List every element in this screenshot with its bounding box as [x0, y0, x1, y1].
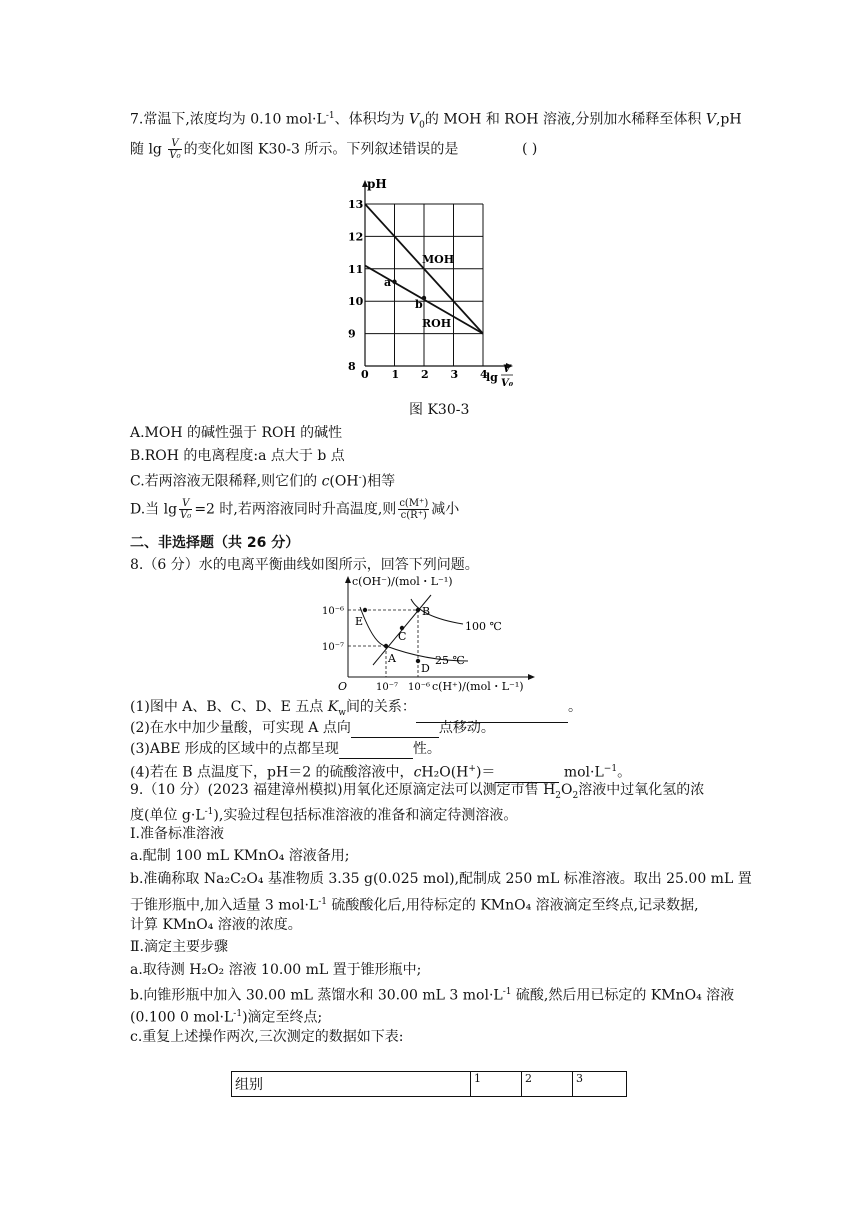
chart-axes — [362, 180, 513, 369]
water-y-axis-label: c(OH⁻)/(mol・L⁻¹) — [352, 575, 453, 588]
tick-label-x: 2 — [421, 368, 429, 381]
water-x-axis-label: c(H⁺)/(mol・L⁻¹) — [432, 680, 524, 693]
q7-option-c: C.若两溶液无限稀释,则它们的 c(OH-)相等 — [130, 473, 396, 490]
figure-water-ionization — [318, 573, 540, 695]
water-label-b: B — [422, 605, 431, 618]
point-b-dot — [416, 608, 420, 612]
q9-part2-b2: (0.100 0 $mol\cdot L^{-1}$)滴定至终点; — [130, 1009, 323, 1026]
q9-part1-heading: Ⅰ.准备标准溶液 — [130, 826, 224, 842]
chart-tick-labels — [348, 198, 488, 381]
q9-part2-b1: b.向锥形瓶中加入 30.00 mL 蒸馏水和 30.00 mL 3 $mol\cdot L^{-1}$ 硫酸,然后用已标定的 KMnO₄ 溶液 — [130, 987, 735, 1004]
roh-label: ROH — [422, 317, 452, 330]
tick-label-y: 10 — [348, 295, 364, 309]
moh-label: MOH — [422, 253, 455, 266]
q9-part1-b1: b.准确称取 Na₂C₂O₄ 基准物质 3.35 g(0.025 mol),配制成 250 mL 标准溶液。取出 25.00 mL 置 — [130, 871, 752, 887]
water-x-tick-1: 10⁻⁷ — [376, 682, 399, 693]
q7-lg-fraction: $\frac{V}{\text{V₀}}$ — [169, 138, 181, 161]
q7-d-lg-fraction: $\frac{V}{\text{V₀}}$ — [180, 498, 192, 521]
q8-stem: 8.（6 分）水的电离平衡曲线如图所示，回答下列问题。 — [130, 557, 479, 573]
water-y-tick-2: 10⁻⁷ — [322, 642, 345, 653]
tick-label-x-origin: 0 — [361, 368, 369, 381]
table-header-label: 组别 — [232, 1072, 471, 1097]
figure-k30-3 — [345, 176, 530, 394]
water-x-tick-2: 10⁻⁶ — [408, 682, 431, 693]
tick-label-y: 8 — [348, 360, 356, 373]
figure-caption: 图 K30-3 — [409, 402, 470, 418]
water-origin: O — [338, 680, 348, 693]
x-axis-label: lg — [486, 371, 498, 384]
q8-sub1: (1)图中 A、B、C、D、E 五点 $K_w$间的关系： 。 — [130, 697, 582, 723]
q9-part1-b3: 计算 KMnO₄ 溶液的浓度。 — [130, 917, 302, 933]
q8-sub3: (3)ABE 形成的区域中的点都呈现 性。 — [130, 741, 441, 757]
q9-part1-b2: 于锥形瓶中,加入适量 3 $mol\cdot L^{-1}$ 硫酸酸化后,用待标定的 KMnO₄ 溶液滴定至终点,记录数据, — [130, 897, 699, 914]
q9-part1-a: a.配制 100 mL KMnO₄ 溶液备用; — [130, 848, 350, 864]
point-a-dot — [384, 644, 388, 648]
table-row — [232, 1072, 627, 1097]
q7-option-b: B.ROH 的电离程度:a 点大于 b 点 — [130, 448, 345, 464]
q9-line2: 度(单位 $g\cdot L^{-1}$),实验过程包括标准溶液的准备和滴定待测溶液。 — [130, 807, 518, 824]
x-axis-frac-den: V₀ — [501, 378, 514, 389]
q8-sub2-blank[interactable] — [351, 721, 439, 738]
q9-part2-a: a.取待测 H₂O₂ 溶液 10.00 mL 置于锥形瓶中; — [130, 962, 422, 978]
q9-line1: 9.（10 分）(2023 福建漳州模拟)用氧化还原滴定法可以测定市售 $H_2O_2$溶液中过氧化氢的浓 — [130, 782, 705, 801]
q8-sub4: (4)若在 B 点温度下，pH＝2 的硫酸溶液中，$cH_2O(H^+)= mol\cdot L^{-1}$。 — [130, 764, 632, 781]
water-y-tick-1: 10⁻⁶ — [322, 606, 345, 617]
point-b-label: b — [415, 298, 423, 311]
q7-stem-line1: 7.常温下,浓度均为 0.10 $mol\cdot L^{-1}$、体积均为 $V_0$的 MOH 和 ROH 溶液,分别加水稀释至体积 V,pH — [130, 111, 742, 131]
q7-answer-paren: ( ) — [522, 141, 538, 157]
q7-option-d: D.当 lg $\frac{V}{\text{V₀}}$ =2 时,若两溶液同时升高温度,则 $\frac{c(M^+)}{c(R^+)}$ 减小 — [130, 498, 460, 521]
q7-d-ratio-fraction: $\frac{c(M^+)}{c(R^+)}$ — [399, 498, 429, 521]
section-heading: 二、非选择题（共 26 分） — [130, 535, 300, 551]
water-label-c: C — [398, 630, 407, 643]
table-col-1: 1 — [471, 1072, 522, 1097]
data-table — [231, 1071, 627, 1097]
point-a-label: a — [384, 276, 392, 289]
tick-label-x: 4 — [480, 368, 488, 381]
y-axis-label: pH — [367, 177, 387, 191]
water-label-d: D — [421, 662, 430, 675]
chart-grid — [365, 204, 483, 366]
tick-label-y: 13 — [348, 198, 364, 211]
q7-option-a: A.MOH 的碱性强于 ROH 的碱性 — [130, 425, 343, 441]
tick-label-y: 12 — [348, 230, 364, 244]
water-label-a: A — [388, 652, 396, 665]
q7-stem-line2: 随 lg $\frac{V}{\text{V₀}}$ 的变化如图 K30-3 所示。下列叙述错误的是 — [130, 138, 459, 161]
table-col-3: 3 — [573, 1072, 627, 1097]
water-curve-100-label: 100 ℃ — [465, 620, 502, 633]
q8-sub2: (2)在水中加少量酸，可实现 A 点向 点移动。 — [130, 720, 495, 736]
tick-label-y: 11 — [348, 262, 364, 276]
point-e-dot — [363, 608, 367, 612]
q8-sub3-blank[interactable] — [339, 742, 413, 759]
point-d-dot — [416, 659, 420, 663]
tick-label-y: 9 — [348, 327, 356, 341]
point-a-dot — [392, 280, 396, 284]
q9-part2-c: c.重复上述操作两次,三次测定的数据如下表: — [130, 1029, 404, 1045]
q9-part2-heading: Ⅱ.滴定主要步骤 — [130, 939, 228, 955]
tick-label-x: 1 — [391, 368, 400, 381]
tick-label-x: 3 — [450, 368, 459, 381]
x-axis-frac-num: V — [503, 364, 511, 375]
water-curve-25-label: 25 ℃ — [435, 654, 465, 667]
water-label-e: E — [355, 615, 364, 628]
table-col-2: 2 — [522, 1072, 573, 1097]
